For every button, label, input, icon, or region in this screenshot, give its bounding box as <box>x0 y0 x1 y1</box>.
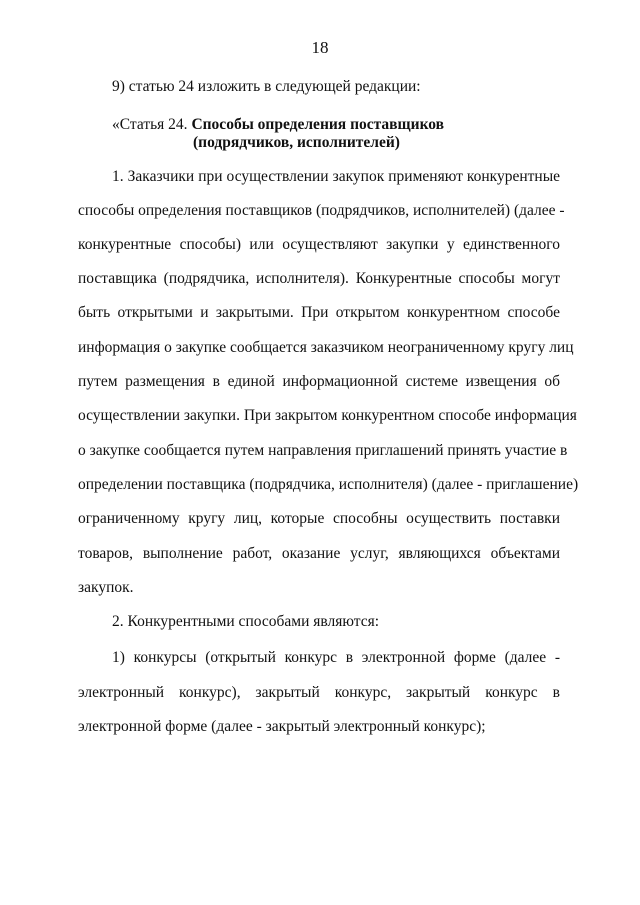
paragraph1-line: конкурентные способы) или осуществляют закупки у единственного <box>78 236 560 253</box>
article-prefix: «Статья 24. <box>112 116 192 133</box>
paragraph1-line: 1. Заказчики при осуществлении закупок применяют конкурентные <box>112 168 560 185</box>
paragraph1-line: способы определения поставщиков (подрядчиков, исполнителей) (далее - <box>78 202 565 219</box>
paragraph1-line: товаров, выполнение работ, оказание услуг, являющихся объектами <box>78 545 560 562</box>
paragraph1-line: ограниченному кругу лиц, которые способны осуществить поставки <box>78 510 560 527</box>
item1-line: электронный конкурс), закрытый конкурс, закрытый конкурс в <box>78 684 560 701</box>
paragraph1-line: определении поставщика (подрядчика, исполнителя) (далее - приглашение) <box>78 476 579 493</box>
paragraph1-line: информация о закупке сообщается заказчиком неограниченному кругу лиц <box>78 339 574 356</box>
paragraph1-line: закупок. <box>78 579 134 596</box>
item1-line: электронной форме (далее - закрытый электронный конкурс); <box>78 718 486 735</box>
paragraph1-line: путем размещения в единой информационной системе извещения об <box>78 373 560 390</box>
paragraph1-line: поставщика (подрядчика, исполнителя). Конкурентные способы могут <box>78 270 560 287</box>
paragraph2: 2. Конкурентными способами являются: <box>112 613 380 630</box>
article-title-line1: Способы определения поставщиков <box>191 116 445 133</box>
amendment-intro: 9) статью 24 изложить в следующей редакции: <box>112 78 421 95</box>
paragraph1-line: о закупке сообщается путем направления приглашений принять участие в <box>78 442 568 459</box>
paragraph1-line: быть открытыми и закрытыми. При открытом конкурентном способе <box>78 304 560 321</box>
paragraph1-line: осуществлении закупки. При закрытом конкурентном способе информация <box>78 407 577 424</box>
item1-line: 1) конкурсы (открытый конкурс в электронной форме (далее - <box>112 649 560 666</box>
page-number: 18 <box>311 38 329 57</box>
article-heading <box>112 116 444 134</box>
article-title-line2: (подрядчиков, исполнителей) <box>193 134 400 151</box>
